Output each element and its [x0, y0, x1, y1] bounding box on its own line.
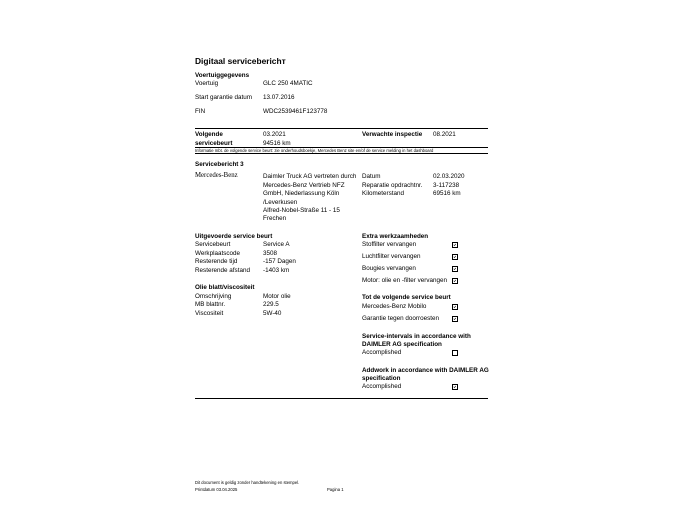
performed-heading: Uitgevoerde service beurt [195, 233, 273, 240]
until-next-item-label: Mercedes-Benz Mobilo [362, 303, 427, 310]
addwork-heading-2: specification [362, 375, 401, 382]
performed-value: Service A [263, 241, 290, 248]
addwork-item-label: Accomplished [362, 383, 402, 390]
check-icon [453, 267, 457, 271]
date-value: 02.03.2020 [433, 173, 465, 180]
oil-value: Motor olie [263, 293, 291, 300]
dealer-line: Daimler Truck AG vertreten durch [263, 173, 357, 180]
until-next-checkbox[interactable] [452, 304, 458, 310]
oil-label: Omschrijving [195, 293, 232, 300]
extra-item-label: Bougies vervangen [362, 265, 416, 272]
addwork-checkbox[interactable] [452, 384, 458, 390]
extra-checkbox[interactable] [452, 266, 458, 272]
vehicle-heading: Voertuiggegevens [195, 72, 250, 79]
performed-label: Resterende tijd [195, 258, 238, 265]
vehicle-value: GLC 250 4MATIC [263, 80, 313, 87]
next-service-km: 94516 km [263, 140, 291, 147]
performed-label: Resterende afstand [195, 267, 250, 274]
intervals-checkbox[interactable] [452, 350, 458, 356]
date-label: Datum [362, 173, 381, 180]
dealer-line: GmbH, Niederlassung Köln [263, 190, 340, 197]
oil-value: 5W-40 [263, 310, 282, 317]
report-heading: Servicebericht 3 [195, 161, 244, 168]
mileage-label: Kilometerstand [362, 190, 404, 197]
mileage-value: 69516 km [433, 190, 461, 197]
dealer-line: Alfred-Nobel-Straße 11 - 15 [263, 207, 340, 214]
extra-checkbox[interactable] [452, 242, 458, 248]
check-icon [453, 385, 457, 389]
brand-name: Mercedes-Benz [195, 172, 238, 179]
oil-value: 229.5 [263, 301, 279, 308]
extra-checkbox[interactable] [452, 278, 458, 284]
performed-value: -1403 km [263, 267, 290, 274]
divider [195, 398, 488, 399]
extra-item-label: Motor: olie en -filter vervangen [362, 277, 448, 284]
page-title: Digitaal serviceberichт [195, 56, 286, 66]
until-next-item-label: Garantie tegen doorroesten [362, 315, 440, 322]
check-icon [453, 255, 457, 259]
until-next-heading: Tot de volgende service beurt [362, 294, 451, 301]
extra-checkbox[interactable] [452, 254, 458, 260]
next-service-date: 03.2021 [263, 131, 286, 138]
intervals-heading-1: Service-intervals in accordance with [362, 333, 471, 340]
divider [195, 153, 488, 154]
performed-label: Werkplaatscode [195, 250, 241, 257]
performed-value: 3508 [263, 250, 278, 257]
oil-label: Viscositeit [195, 310, 224, 317]
check-icon [453, 305, 457, 309]
performed-value: -157 Dagen [263, 258, 296, 265]
dealer-line: /Leverkusen [263, 199, 298, 206]
order-value: 3-117238 [433, 182, 460, 189]
intervals-heading-2: DAIMLER AG specification [362, 341, 442, 348]
page-number: Pagina 1 [327, 487, 344, 492]
intervals-item-label: Accomplished [362, 349, 402, 356]
check-icon [453, 317, 457, 321]
fin-value: WDC2539461F123778 [263, 108, 328, 115]
extra-item-label: Luchtfilter vervangen [362, 253, 421, 260]
inspection-label: Verwachte inspectie [362, 131, 423, 138]
dealer-line: Frechen [263, 215, 287, 222]
footer-note: Dit document is geldig zonder handtekening en stempel. [195, 480, 300, 485]
vehicle-label: Voertuig [195, 80, 219, 87]
until-next-checkbox[interactable] [452, 316, 458, 322]
dealer-line: Mercedes-Benz Vertrieb NFZ [263, 182, 345, 189]
print-date: Printdatum 03.04.2025 [195, 487, 238, 492]
performed-label: Servicebeurt [195, 241, 231, 248]
oil-heading: Olie blatt/viscositeit [195, 284, 255, 291]
divider [195, 128, 488, 129]
inspection-date: 08.2021 [433, 131, 456, 138]
order-label: Reparatie opdrachtnr. [362, 182, 423, 189]
extra-item-label: Stoffilter vervangen [362, 241, 417, 248]
next-service-info: Informatie mbt. de volgende service beurt: zie onderhoudsboekje, Mercedes Benz site en/of de service melding in het dashboard [195, 148, 434, 153]
warranty-start-label: Start garantie datum [195, 94, 253, 101]
next-service-label-2: servicebeurt [195, 140, 233, 147]
check-icon [453, 279, 457, 283]
check-icon [453, 243, 457, 247]
next-service-label-1: Volgende [195, 131, 223, 138]
addwork-heading-1: Addwork in accordance with DAIMLER AG [362, 367, 489, 374]
fin-label: FIN [195, 108, 206, 115]
oil-label: MB blattnr. [195, 301, 226, 308]
extra-heading: Extra werkzaamheden [362, 233, 429, 240]
warranty-start-value: 13.07.2016 [263, 94, 295, 101]
